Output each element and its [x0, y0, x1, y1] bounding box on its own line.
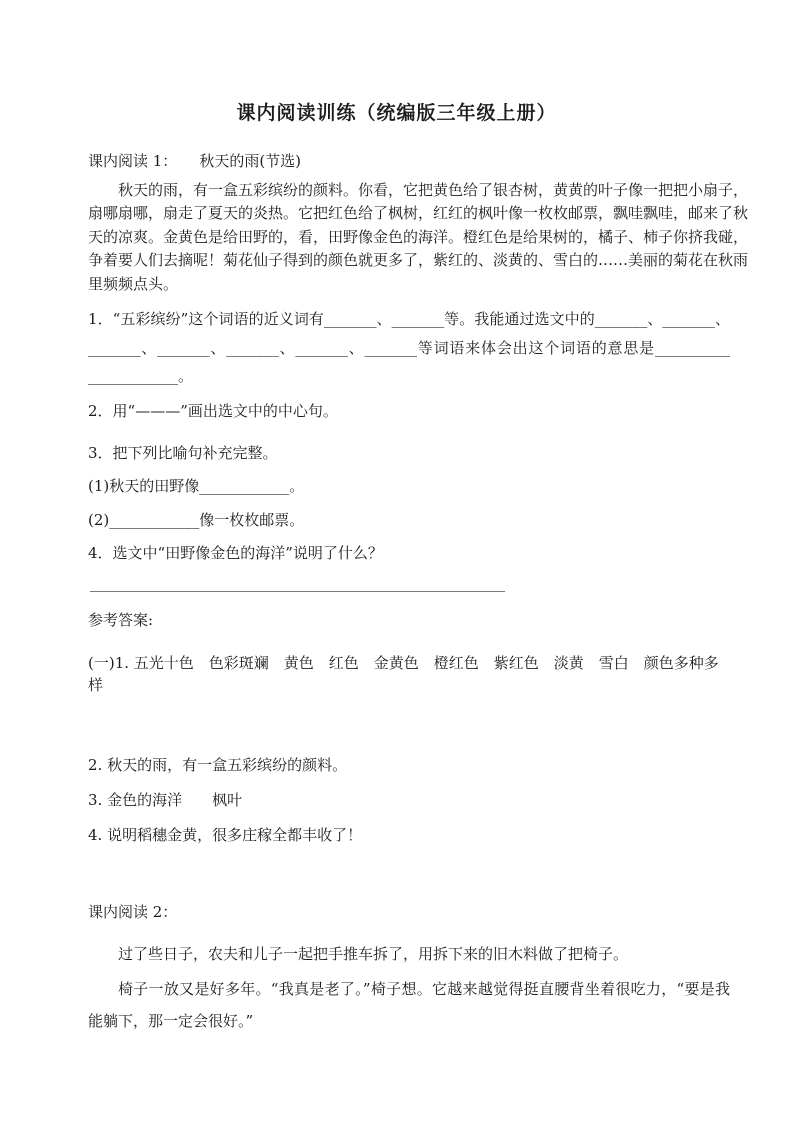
- section-1-header: [88, 150, 730, 172]
- passage-1-text: 秋天的雨，有一盒五彩缤纷的颜料。你看，它把黄色给了银杏树，黄黄的叶子像一把把小扇子， 扇哪扇哪，扇走了夏天的炎热。它把红色给了枫树，红红的枫叶像一枚枚邮票，飘哇飘哇，邮来了秋 天的凉爽。金黄色是给田野的，看，田野像金色的海洋。橙红色是给果树的，橘子、柿子你挤我碰， 争着要人们去摘呢！菊花仙子得到的颜色就更多了，紫红的、淡黄的、雪白的……美丽的菊花在秋雨 里频频点头。: [88, 181, 749, 293]
- doc-title: 课内阅读训练（统编版三年级上册）: [236, 102, 557, 124]
- question-3: 3．把下列比喻句补充完整。: [88, 443, 278, 462]
- question-4: 4．选文中“田野像金色的海洋”说明了什么？: [88, 543, 383, 562]
- section-1-label: 课内阅读 1：: [88, 152, 178, 170]
- passage-1-title: 秋天的雨(节选): [199, 152, 302, 170]
- answer-4: 4. 说明稻穗金黄，很多庄稼全都丰收了！: [88, 825, 363, 844]
- answer-blank-line: [90, 591, 505, 592]
- question-1: 1．“五彩缤纷”这个词语的近义词有_______、_______等。我能通过选文中的_______、_______、 _______、_______、_______、_______、_______等词语来体会出这个词语的意思是__________ ____________。: [88, 310, 730, 386]
- question-3-item-1: (1)秋天的田野像____________。: [88, 476, 305, 495]
- section-2-header: [88, 901, 730, 923]
- answer-1: (一)1. 五光十色 色彩斑斓 黄色 红色 金黄色 橙红色 紫红色 淡黄 雪白 颜色多种多样: [88, 653, 719, 694]
- question-2: 2．用“———”画出选文中的中心句。: [88, 401, 338, 420]
- section-2-label: 课内阅读 2：: [88, 902, 178, 921]
- answer-3: 3. 金色的海洋 枫叶: [88, 790, 243, 809]
- question-3-item-2: (2)____________像一枚枚邮票。: [88, 510, 305, 529]
- answer-2: 2. 秋天的雨，有一盒五彩缤纷的颜料。: [88, 755, 348, 774]
- passage-2-paragraph-2: 椅子一放又是好多年。“我真是老了。”椅子想。它越来越觉得挺直腰背坐着很吃力，“要是我 能躺下，那一定会很好。”: [88, 979, 730, 1031]
- reference-answers-header: 参考答案:: [88, 610, 154, 629]
- passage-2-paragraph-1: 过了些日子，农夫和儿子一起把手推车拆了，用拆下来的旧木料做了把椅子。: [118, 944, 629, 963]
